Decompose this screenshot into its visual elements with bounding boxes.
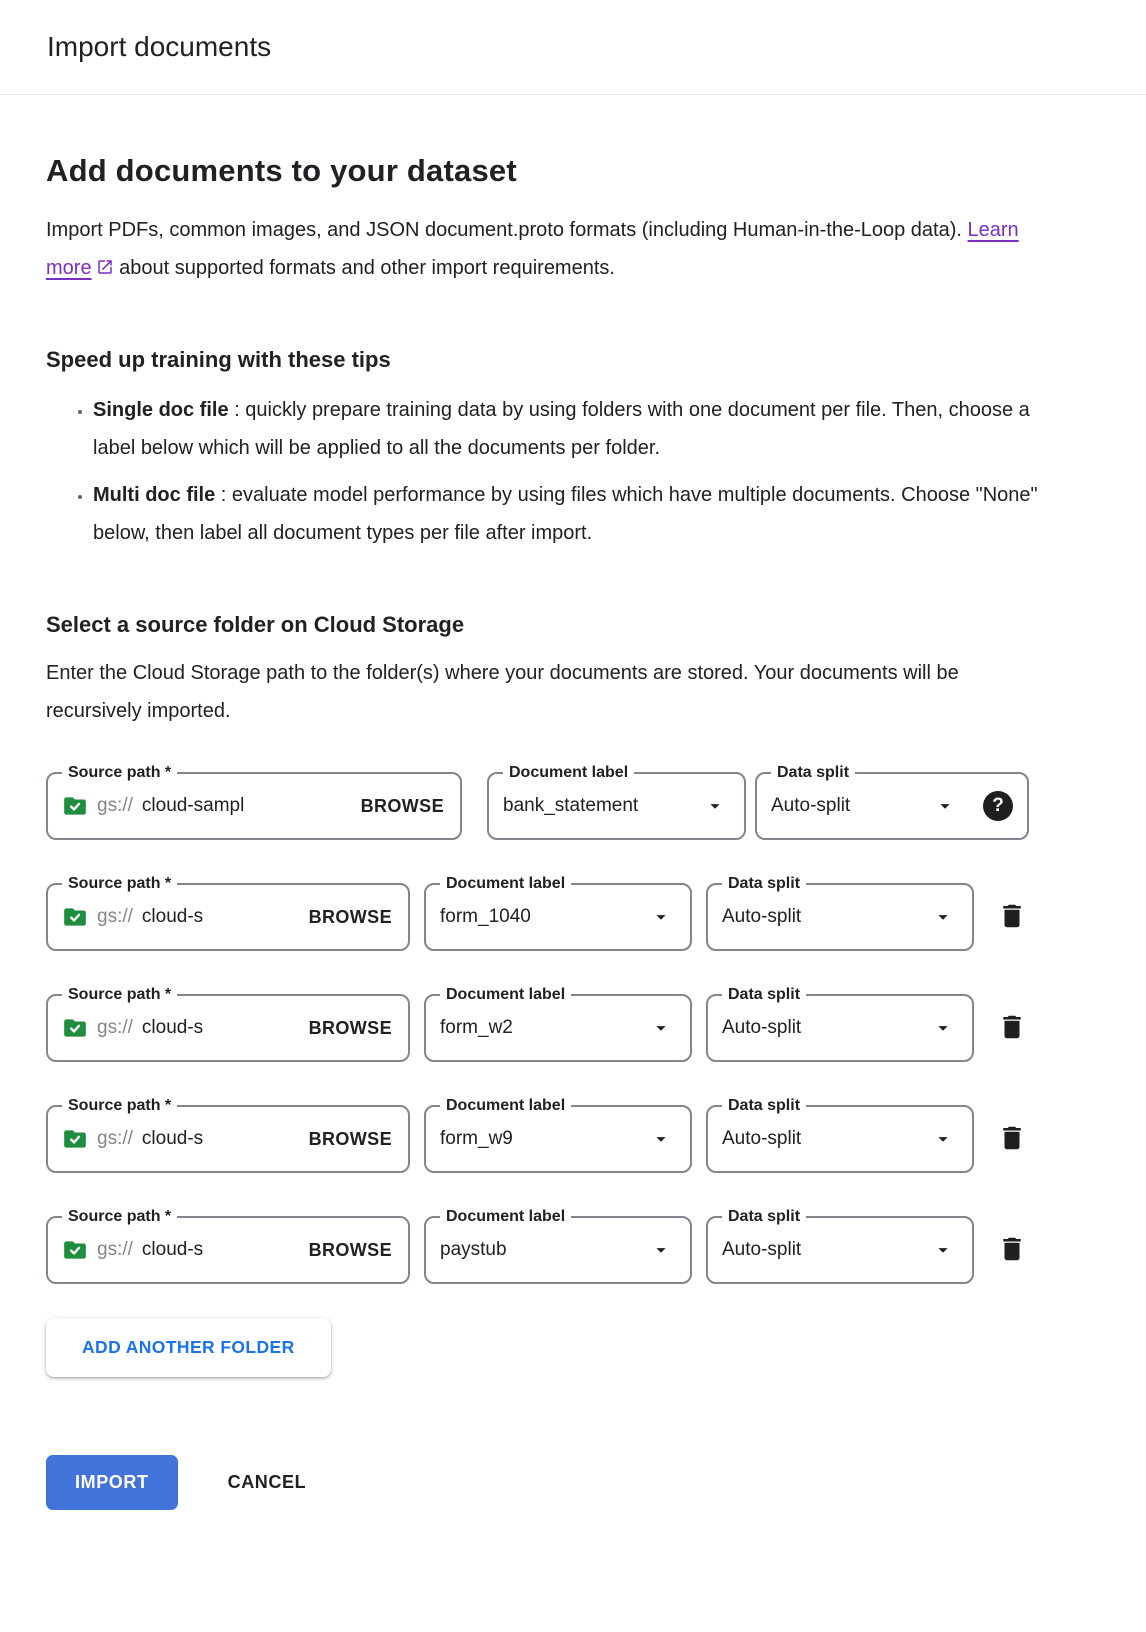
document-label-label: Document label (440, 873, 571, 895)
document-label-field[interactable] (424, 986, 692, 1062)
chevron-down-icon[interactable] (700, 795, 730, 817)
browse-button[interactable]: BROWSE (307, 1014, 394, 1043)
dialog-body (0, 95, 1146, 1580)
tip-single-doc-text: : quickly prepare training data by using folders with one document per file. Then, choose a label below which will be applied to all the documents per folder. (93, 399, 1030, 459)
gs-prefix: gs:// (97, 906, 133, 927)
folder-check-icon (62, 793, 88, 819)
source-path-input[interactable]: cloud-sampl (141, 795, 245, 816)
chevron-down-icon[interactable] (646, 906, 676, 928)
gs-prefix: gs:// (97, 795, 133, 816)
data-split-value: Auto-split (722, 1128, 802, 1149)
tip-multi-doc (93, 476, 1046, 552)
source-path-label: Source path * (62, 984, 177, 1006)
document-label-value: bank_statement (503, 795, 639, 816)
intro-text-before: Import PDFs, common images, and JSON document.proto formats (including Human-in-the-Loop data). (46, 219, 968, 241)
source-path-label: Source path * (62, 1095, 177, 1117)
chevron-down-icon[interactable] (646, 1239, 676, 1261)
source-section-description: Enter the Cloud Storage path to the folder(s) where your documents are stored. Your documents will be recursively imported. (46, 662, 959, 722)
data-split-value: Auto-split (722, 1239, 802, 1260)
source-path-field[interactable] (46, 764, 462, 840)
gs-prefix: gs:// (97, 1128, 133, 1149)
dialog-title: Import documents (47, 31, 272, 62)
chevron-down-icon[interactable] (928, 1128, 958, 1150)
browse-button[interactable]: BROWSE (359, 792, 446, 821)
chevron-down-icon[interactable] (646, 1128, 676, 1150)
tips-heading: Speed up training with these tips (46, 347, 391, 372)
chevron-down-icon[interactable] (928, 906, 958, 928)
dialog-header (0, 0, 1146, 95)
tip-multi-doc-term: Multi doc file (93, 484, 216, 506)
tip-single-doc-term: Single doc file (93, 399, 229, 421)
data-split-field[interactable] (706, 875, 974, 951)
tips-list (46, 391, 1046, 552)
chevron-down-icon[interactable] (930, 795, 960, 817)
source-path-label: Source path * (62, 873, 177, 895)
data-split-value: Auto-split (722, 1017, 802, 1038)
source-path-input[interactable]: cloud-s (141, 906, 204, 927)
source-path-input[interactable]: cloud-s (141, 1239, 204, 1260)
delete-row-button[interactable] (990, 994, 1034, 1062)
folder-check-icon (62, 1126, 88, 1152)
gs-prefix: gs:// (97, 1239, 133, 1260)
browse-button[interactable]: BROWSE (307, 1236, 394, 1265)
delete-row-button[interactable] (990, 1105, 1034, 1173)
source-path-input[interactable]: cloud-s (141, 1128, 204, 1149)
trash-icon (997, 1123, 1027, 1156)
folder-check-icon (62, 904, 88, 930)
data-split-field[interactable] (706, 986, 974, 1062)
source-path-label: Source path * (62, 762, 177, 784)
gs-prefix: gs:// (97, 1017, 133, 1038)
chevron-down-icon[interactable] (928, 1239, 958, 1261)
data-split-label: Data split (771, 762, 855, 784)
data-split-field[interactable] (755, 764, 1029, 840)
dialog-actions (46, 1455, 1086, 1510)
chevron-down-icon[interactable] (646, 1017, 676, 1039)
folder-row (46, 1208, 1086, 1284)
data-split-field[interactable] (706, 1208, 974, 1284)
folder-row (46, 764, 1086, 840)
help-icon[interactable]: ? (983, 791, 1013, 821)
source-path-field[interactable] (46, 1208, 410, 1284)
chevron-down-icon[interactable] (928, 1017, 958, 1039)
external-link-icon (96, 258, 114, 276)
folder-check-icon (62, 1237, 88, 1263)
data-split-label: Data split (722, 1095, 806, 1117)
delete-row-button[interactable] (990, 1216, 1034, 1284)
tip-multi-doc-text: : evaluate model performance by using files which have multiple documents. Choose "None" below, then label all document types per file after import. (93, 484, 1038, 544)
folder-rows (46, 764, 1086, 1284)
browse-button[interactable]: BROWSE (307, 903, 394, 932)
tip-single-doc (93, 391, 1046, 467)
document-label-field[interactable] (487, 764, 746, 840)
source-path-field[interactable] (46, 1097, 410, 1173)
folder-check-icon (62, 1015, 88, 1041)
trash-icon (997, 901, 1027, 934)
intro-paragraph (46, 211, 1031, 287)
delete-row-button[interactable] (990, 883, 1034, 951)
document-label-label: Document label (440, 1095, 571, 1117)
document-label-field[interactable] (424, 1097, 692, 1173)
browse-button[interactable]: BROWSE (307, 1125, 394, 1154)
data-split-value: Auto-split (771, 795, 851, 816)
document-label-value: form_w2 (440, 1017, 513, 1038)
document-label-label: Document label (503, 762, 634, 784)
trash-icon (997, 1012, 1027, 1045)
page-title: Add documents to your dataset (46, 153, 517, 188)
folder-row (46, 1097, 1086, 1173)
source-path-field[interactable] (46, 986, 410, 1062)
document-label-label: Document label (440, 1206, 571, 1228)
document-label-label: Document label (440, 984, 571, 1006)
document-label-value: form_w9 (440, 1128, 513, 1149)
add-another-folder-button[interactable]: ADD ANOTHER FOLDER (46, 1318, 331, 1377)
data-split-label: Data split (722, 984, 806, 1006)
data-split-field[interactable] (706, 1097, 974, 1173)
source-path-field[interactable] (46, 875, 410, 951)
data-split-label: Data split (722, 1206, 806, 1228)
data-split-label: Data split (722, 873, 806, 895)
document-label-field[interactable] (424, 1208, 692, 1284)
import-button[interactable]: IMPORT (46, 1455, 178, 1510)
trash-icon (997, 1234, 1027, 1267)
source-path-label: Source path * (62, 1206, 177, 1228)
folder-row (46, 986, 1086, 1062)
source-section-heading: Select a source folder on Cloud Storage (46, 612, 465, 637)
document-label-value: form_1040 (440, 906, 531, 927)
source-path-input[interactable]: cloud-s (141, 1017, 204, 1038)
data-split-value: Auto-split (722, 906, 802, 927)
learn-more-label: Learn more (46, 219, 1019, 279)
document-label-field[interactable] (424, 875, 692, 951)
document-label-value: paystub (440, 1239, 507, 1260)
folder-row (46, 875, 1086, 951)
intro-text-after: about supported formats and other import requirements. (113, 257, 615, 279)
cancel-button[interactable]: CANCEL (224, 1462, 311, 1503)
